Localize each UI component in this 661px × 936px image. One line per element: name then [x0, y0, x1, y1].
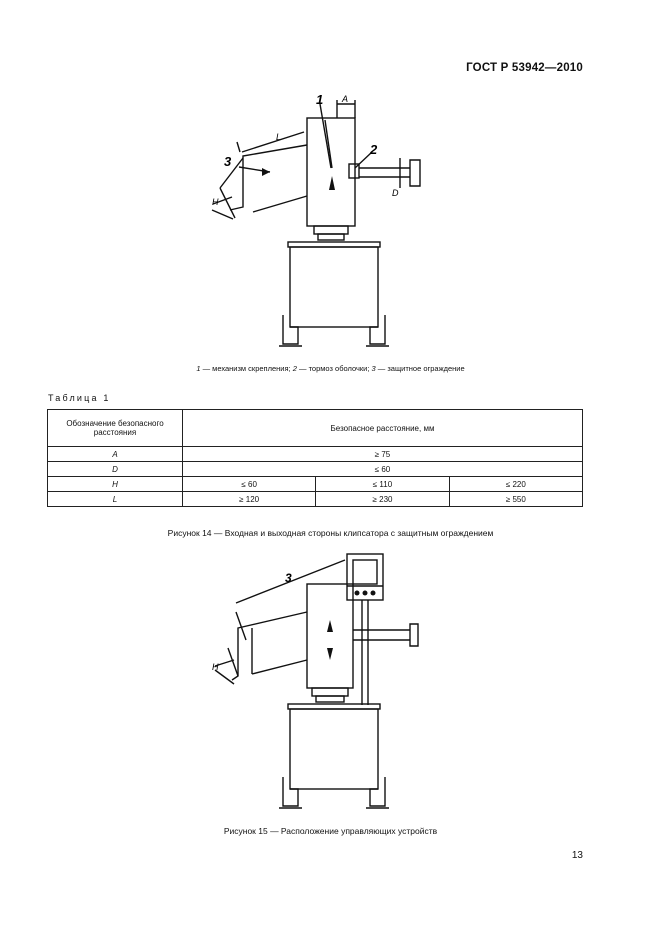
table-row: L ≥ 120 ≥ 230 ≥ 550	[48, 492, 583, 507]
dim-h-label: H	[212, 197, 219, 207]
table-row: A ≥ 75	[48, 447, 583, 462]
control-button-2	[363, 591, 368, 596]
figure-14-legend: 1 — механизм скрепления; 2 — тормоз оболочки; 3 — защитное ограждение	[196, 364, 465, 373]
table-row: D ≤ 60	[48, 462, 583, 477]
control-button-1	[355, 591, 360, 596]
fig14-callout-3: 3	[224, 154, 232, 169]
table-header-designation: Обозначение безопасного расстояния	[48, 410, 183, 447]
machine-base-2	[290, 709, 378, 789]
fig14-callout-2: 2	[370, 142, 378, 157]
dim-l-label: L	[276, 132, 282, 142]
dim-d-label: D	[392, 188, 399, 198]
control-screen	[353, 560, 377, 584]
fig14-callout-1: 1	[316, 92, 324, 107]
table-title: Таблица 1	[48, 393, 111, 403]
control-button-3	[371, 591, 376, 596]
page-number: 13	[571, 850, 583, 861]
figure-14-caption: Рисунок 14 — Входная и выходная стороны клипсатора с защитным ограждением	[167, 528, 494, 538]
fig15-callout-3: 3	[285, 571, 292, 585]
figure-15-caption: Рисунок 15 — Расположение управляющих устройств	[223, 826, 438, 836]
fig15-dim-h-label: H	[212, 662, 219, 672]
clipper-head-body-2	[307, 584, 353, 688]
table-row: H ≤ 60 ≤ 110 ≤ 220	[48, 477, 583, 492]
table-header-distance: Безопасное расстояние, мм	[183, 410, 583, 447]
document-header: ГОСТ Р 53942—2010	[466, 62, 583, 74]
dim-a-label: A	[342, 94, 349, 104]
